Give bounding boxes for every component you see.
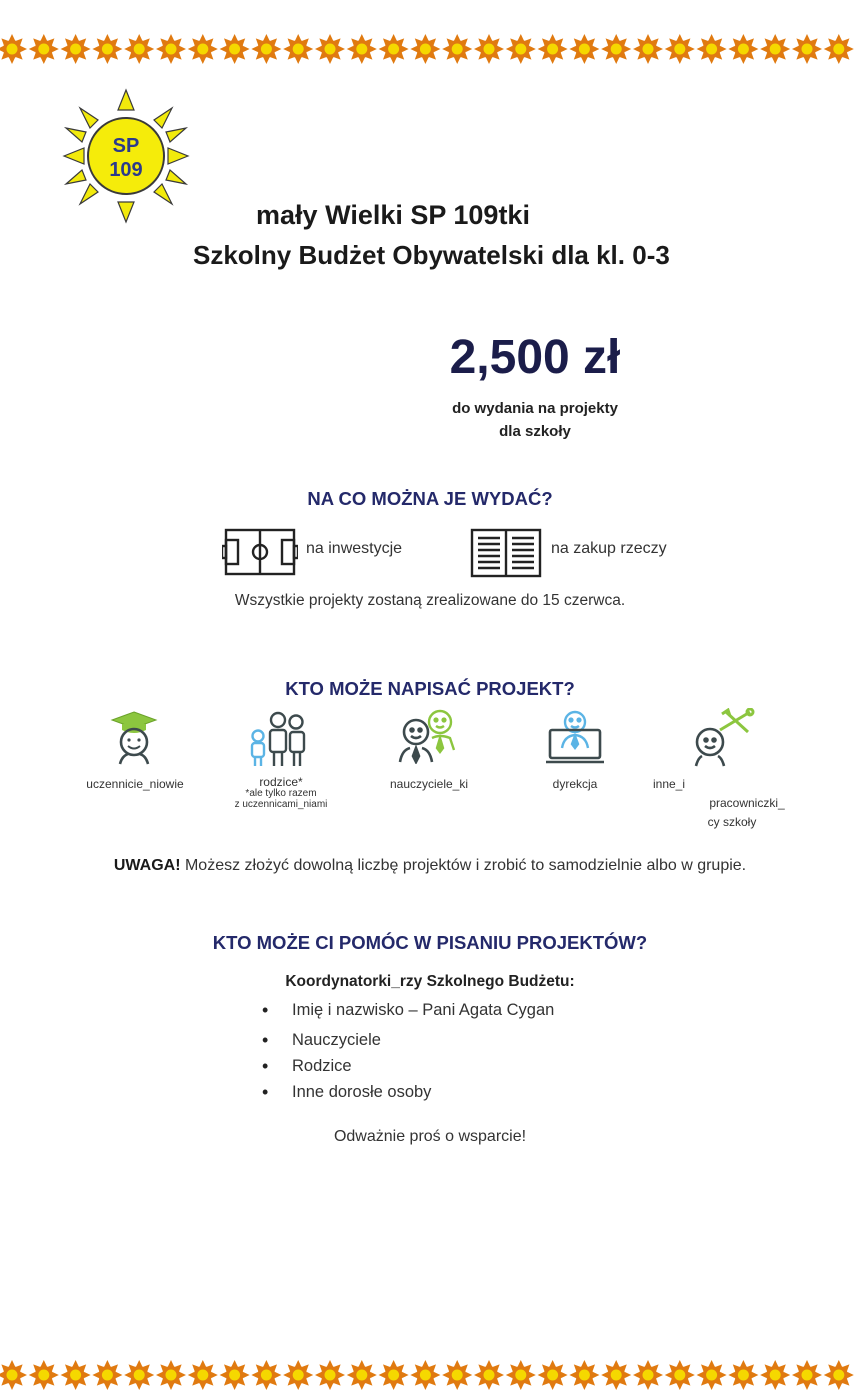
page-subtitle: Szkolny Budżet Obywatelski dla kl. 0-3 [193,240,670,270]
logo-text-number: 109 [109,159,143,181]
border-sun-icon [156,1360,186,1390]
border-sun-icon [220,34,250,64]
border-sun-icon [506,1360,536,1390]
border-sun-icon [792,34,822,64]
border-sun-icon [0,34,27,64]
author-parents-note1: *ale tylko razem [245,788,317,799]
helpers-list [262,997,554,1105]
border-sun-icon [124,34,154,64]
border-sun-icon [728,1360,758,1390]
border-sun-icon [92,34,122,64]
open-book-icon [470,528,542,580]
border-sun-icon [538,34,568,64]
border-sun-icon [633,34,663,64]
border-sun-icon [506,34,536,64]
author-label-others: inne_i [652,777,686,791]
border-sun-icon [92,1360,122,1390]
border-sun-icon [315,34,345,64]
author-label-others-line2: pracowniczki_ [709,796,785,810]
deadline-note: Wszystkie projekty zostaną zrealizowane do 15 czerwca. [234,592,626,609]
border-sun-icon [697,34,727,64]
border-sun-icon [442,1360,472,1390]
border-sun-icon [283,34,313,64]
director-laptop-icon [544,708,606,771]
closing-text: Odważnie proś o wsparcie! [333,1128,527,1145]
border-sun-icon [61,1360,91,1390]
border-sun-icon [474,34,504,64]
border-sun-icon [569,34,599,64]
border-sun-icon [315,1360,345,1390]
budget-desc-line2: dla szkoły [499,423,571,440]
author-label-parents: rodzice* [259,775,303,789]
border-sun-icon [824,34,854,64]
list-item: • Inne dorosłe osoby [262,1079,554,1105]
family-icon [248,710,312,773]
border-sun-icon [442,34,472,64]
teachers-icon [396,708,462,769]
worker-tools-icon [690,708,756,773]
border-sun-icon [188,34,218,64]
border-sun-icon [633,1360,663,1390]
border-sun-icon [29,1360,59,1390]
border-sun-icon [0,1360,27,1390]
list-item: • Imię i nazwisko – Pani Agata Cygan [262,997,554,1023]
warning-text [0,857,860,875]
border-sun-icon [824,1360,854,1390]
author-parents-note2: z uczennicami_niami [234,799,328,810]
top-sun-border [0,34,860,64]
border-sun-icon [379,1360,409,1390]
border-sun-icon [347,34,377,64]
bottom-sun-border [0,1360,860,1390]
author-label-director: dyrekcja [552,777,598,791]
border-sun-icon [728,34,758,64]
border-sun-icon [601,1360,631,1390]
border-sun-icon [124,1360,154,1390]
border-sun-icon [474,1360,504,1390]
border-sun-icon [410,1360,440,1390]
coordinators-title: Koordynatorki_rzy Szkolnego Budżetu: [285,973,575,990]
border-sun-icon [29,34,59,64]
border-sun-icon [188,1360,218,1390]
authors-heading: KTO MOŻE NAPISAĆ PROJEKT? [285,678,575,699]
border-sun-icon [61,34,91,64]
border-sun-icon [251,1360,281,1390]
investments-label: na inwestycje [306,540,403,557]
border-sun-icon [220,1360,250,1390]
border-sun-icon [251,34,281,64]
border-sun-icon [283,1360,313,1390]
page-title: mały Wielki SP 109tki [256,200,530,230]
football-field-icon [222,528,298,576]
warning-body: Możesz złożyć dowolną liczbę projektów i zrobić to samodzielnie albo w grupie. [180,857,747,874]
border-sun-icon [379,34,409,64]
border-sun-icon [697,1360,727,1390]
border-sun-icon [347,1360,377,1390]
border-sun-icon [156,34,186,64]
budget-amount: 2,500 zł [449,331,621,384]
border-sun-icon [538,1360,568,1390]
border-sun-icon [410,34,440,64]
list-item: • Rodzice [262,1053,554,1079]
author-label-others-line3: cy szkoły [707,815,757,829]
help-heading: KTO MOŻE CI POMÓC W PISANIU PROJEKTÓW? [212,932,648,953]
student-graduation-icon [108,710,160,771]
border-sun-icon [760,34,790,64]
border-sun-icon [569,1360,599,1390]
author-label-students: uczennicie_niowie [86,777,184,791]
border-sun-icon [665,34,695,64]
logo-text-sp: SP [112,135,140,157]
author-label-teachers: nauczyciele_ki [389,777,469,791]
list-item: • Nauczyciele [262,1027,554,1053]
border-sun-icon [760,1360,790,1390]
purchases-label: na zakup rzeczy [551,540,667,557]
spend-heading: NA CO MOŻNA JE WYDAĆ? [307,488,553,509]
warning-label: UWAGA! [113,857,181,874]
budget-desc-line1: do wydania na projekty [452,400,618,417]
border-sun-icon [601,34,631,64]
border-sun-icon [665,1360,695,1390]
border-sun-icon [792,1360,822,1390]
